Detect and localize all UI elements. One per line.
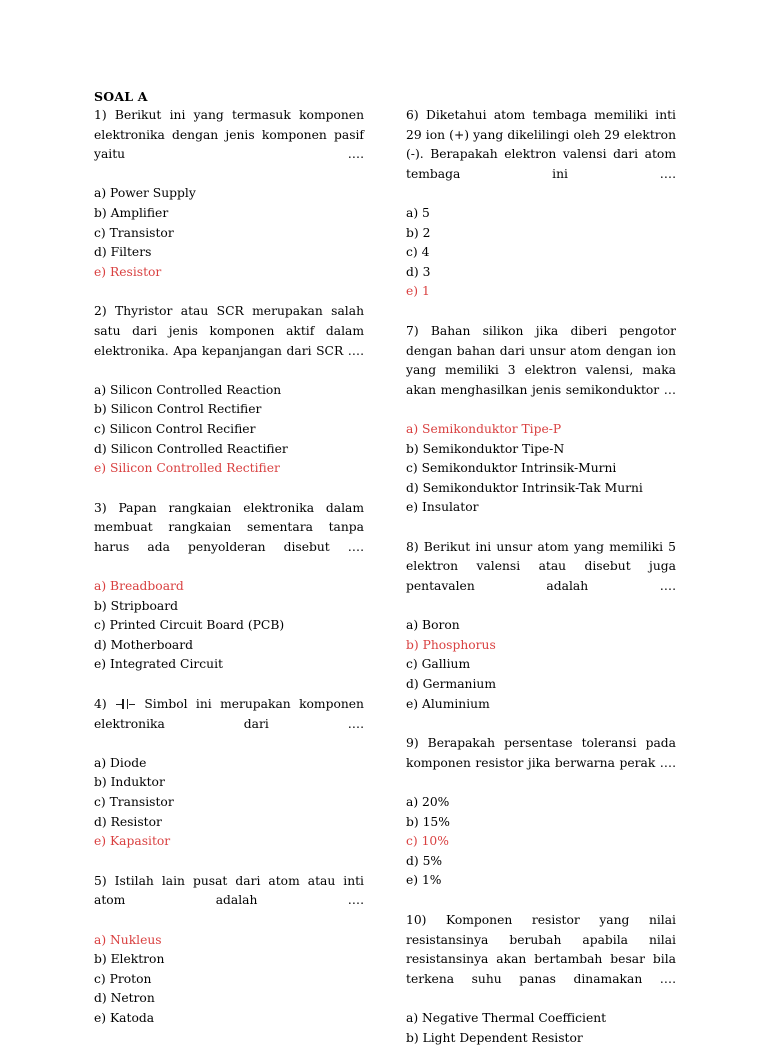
option-item-answer: a) Semikonduktor Tipe-P [406, 421, 562, 436]
option-item: a) Diode [94, 755, 147, 770]
option-item: d) Resistor [94, 814, 162, 829]
question-block [406, 106, 676, 302]
question-stem: 3) Papan rangkaian elektronika dalam membuat rangkaian sementara tanpa harus ada penyolderan disebut …. [94, 500, 364, 554]
capacitor-symbol [116, 699, 135, 709]
option-item: d) 3 [406, 264, 431, 279]
option-item: e) Integrated Circuit [94, 657, 223, 672]
option-item: c) 4 [406, 245, 430, 260]
question-block [406, 734, 676, 891]
option-item: e) Katoda [94, 1010, 155, 1025]
option-item: c) Proton [94, 971, 152, 986]
option-item: a) Silicon Controlled Reaction [94, 382, 282, 397]
option-list [406, 793, 676, 891]
question-text: Simbol ini merupakan komponen elektronika dari …. [94, 697, 364, 731]
option-item: d) Motherboard [94, 637, 193, 652]
option-item: b) Semikonduktor Tipe-N [406, 441, 565, 456]
option-item: a) Boron [406, 618, 460, 633]
option-item-answer: b) Phosphorus [406, 637, 496, 652]
option-list [94, 577, 364, 675]
option-item: b) Elektron [94, 952, 165, 967]
option-item: e) Aluminium [406, 696, 490, 711]
page-title: SOAL A [94, 89, 148, 104]
option-list [94, 381, 364, 479]
option-item: c) Transistor [94, 795, 174, 809]
question-block [406, 911, 676, 1048]
option-list [406, 1009, 676, 1048]
question-stem: 8) Berikut ini unsur atom yang memiliki 5 elektron valensi atau disebut juga pentavalen adalah …. [406, 539, 676, 594]
question-stem: 5) Istilah lain pusat dari atom atau inti atom adalah …. [94, 873, 364, 908]
option-item: b) Light Dependent Resistor [406, 1030, 583, 1045]
document-page [94, 88, 676, 1048]
question-block [94, 695, 364, 852]
question-stem: 1) Berikut ini yang termasuk komponen elektronika dengan jenis komponen pasif yaitu …. [94, 108, 364, 162]
option-item-answer: a) Nukleus [94, 932, 162, 947]
option-item: d) Netron [94, 991, 155, 1006]
question-stem: 2) Thyristor atau SCR merupakan salah satu dari jenis komponen aktif dalam elektronika. Apa kepanjangan dari SCR …. [94, 304, 364, 358]
option-item-answer: a) Breadboard [94, 579, 184, 594]
option-item: c) Silicon Control Recifier [94, 421, 256, 436]
question-stem: 7) Bahan silikon jika diberi pengotor dengan bahan dari unsur atom dengan ion yang memiliki 3 elektron valensi, maka akan menghasilkan jenis semikonduktor … [406, 323, 676, 397]
option-item-answer: e) Resistor [94, 264, 162, 279]
question-block [94, 872, 364, 1029]
left-column [94, 106, 364, 1029]
right-column [406, 106, 676, 1048]
option-item: e) Insulator [406, 500, 479, 515]
option-list [406, 420, 676, 518]
question-stem [94, 695, 364, 754]
option-item: c) Gallium [406, 657, 471, 672]
question-stem: 6) Diketahui atom tembaga memiliki inti 29 ion (+) yang dikelilingi oleh 29 elektron (-). Berapakah elektron valensi dari atom tembaga ini …. [406, 108, 676, 181]
question-stem: 10) Komponen resistor yang nilai resistansinya berubah apabila nilai resistansinya akan bertambah besar bila terkena suhu panas dinamakan …. [406, 912, 676, 986]
question-stem: 9) Berapakah persentase toleransi pada komponen resistor jika berwarna perak …. [406, 736, 676, 770]
option-item: a) Negative Thermal Coefficient [406, 1010, 607, 1025]
question-block [406, 538, 676, 714]
option-item: c) Transistor [94, 225, 174, 240]
option-item: b) Induktor [94, 775, 165, 790]
option-item: d) Germanium [406, 677, 496, 692]
option-item: b) 2 [406, 225, 431, 240]
option-item: c) Semikonduktor Intrinsik-Murni [406, 461, 617, 476]
option-list [94, 184, 364, 282]
option-item: b) Silicon Control Rectifier [94, 402, 262, 417]
option-list [406, 616, 676, 714]
option-item: b) 15% [406, 814, 450, 829]
question-block [94, 106, 364, 282]
option-item: d) Semikonduktor Intrinsik-Tak Murni [406, 480, 643, 495]
question-block [94, 302, 364, 478]
option-item: a) 5 [406, 205, 430, 220]
option-item: e) 1% [406, 873, 442, 888]
option-item: a) 20% [406, 795, 450, 809]
option-item: c) Printed Circuit Board (PCB) [94, 618, 285, 633]
option-item: a) Power Supply [94, 186, 196, 201]
option-list [406, 204, 676, 302]
two-column-layout [94, 106, 676, 1048]
option-item: b) Stripboard [94, 598, 178, 613]
question-block [94, 499, 364, 675]
option-list [94, 754, 364, 852]
option-item: d) Filters [94, 245, 152, 260]
option-item-answer: c) 10% [406, 834, 449, 849]
option-item: d) Silicon Controlled Reactifier [94, 441, 288, 456]
option-item-answer: e) 1 [406, 284, 430, 299]
option-item-answer: e) Kapasitor [94, 834, 171, 849]
option-list [94, 931, 364, 1029]
option-item-answer: e) Silicon Controlled Rectifier [94, 461, 280, 476]
option-item: d) 5% [406, 853, 443, 868]
option-item: b) Amplifier [94, 205, 169, 220]
question-block [406, 322, 676, 518]
question-number: 4) [94, 697, 107, 712]
